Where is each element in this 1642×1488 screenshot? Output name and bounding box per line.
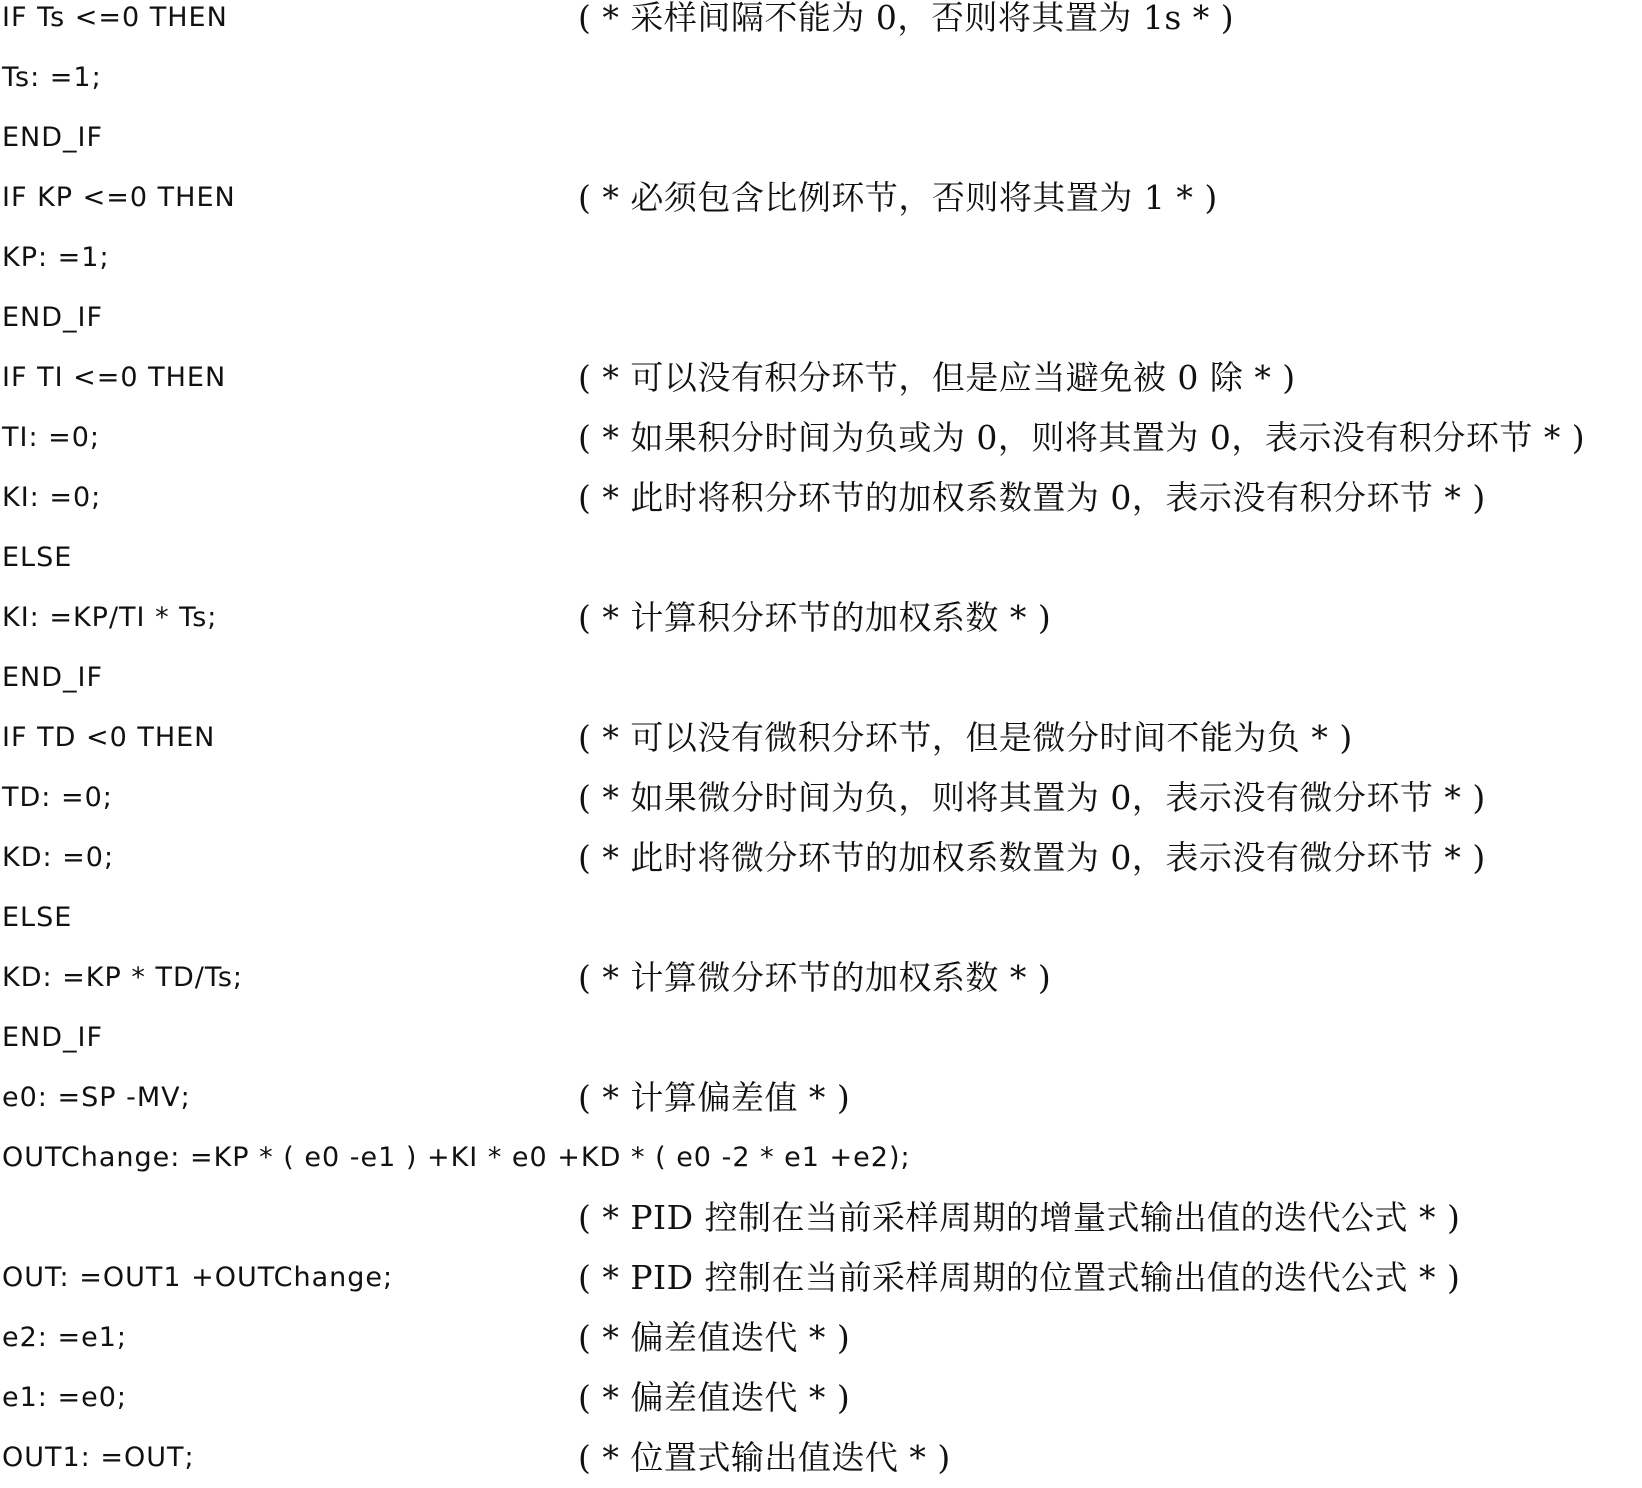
code-line [0,348,1642,408]
code-text: ELSE [2,902,73,933]
code-text: KD: =0; [2,842,115,873]
code-line [0,828,1642,888]
code-line [0,1128,1642,1188]
code-line [0,768,1642,828]
code-comment: ( * 偏差值迭代 * ) [578,1318,851,1357]
code-comment: ( * PID 控制在当前采样周期的增量式输出值的迭代公式 * ) [578,1198,1461,1237]
code-text: TD: =0; [2,782,113,813]
code-comment: ( * 计算偏差值 * ) [578,1078,851,1117]
code-line [0,1008,1642,1068]
code-text: IF Ts <=0 THEN [2,2,228,33]
code-line [0,228,1642,288]
code-line [0,1188,1642,1248]
code-comment: ( * 此时将微分环节的加权系数置为 0，表示没有微分环节 * ) [578,838,1486,877]
code-comment: ( * 偏差值迭代 * ) [578,1378,851,1417]
code-line [0,468,1642,528]
code-comment: ( * 如果积分时间为负或为 0，则将其置为 0，表示没有积分环节 * ) [578,418,1586,457]
code-line [0,948,1642,1008]
code-text: e0: =SP -MV; [2,1082,191,1113]
code-comment: ( * 可以没有微积分环节，但是微分时间不能为负 * ) [578,718,1353,757]
code-text: OUT: =OUT1 +OUTChange; [2,1262,394,1293]
code-text: END_IF [2,1022,104,1053]
code-line [0,0,1642,48]
code-line [0,408,1642,468]
code-line [0,648,1642,708]
code-comment: ( * PID 控制在当前采样周期的位置式输出值的迭代公式 * ) [578,1258,1461,1297]
code-text: KI: =KP/TI * Ts; [2,602,218,633]
code-text: e1: =e0; [2,1382,127,1413]
code-text: END_IF [2,662,104,693]
code-line [0,108,1642,168]
code-text: END_IF [2,302,104,333]
code-line [0,1368,1642,1428]
code-line [0,588,1642,648]
code-line [0,708,1642,768]
code-line [0,288,1642,348]
code-text: OUT1: =OUT; [2,1442,195,1473]
code-line [0,1428,1642,1488]
code-comment: ( * 此时将积分环节的加权系数置为 0，表示没有积分环节 * ) [578,478,1486,517]
code-comment: ( * 如果微分时间为负，则将其置为 0，表示没有微分环节 * ) [578,778,1486,817]
code-line [0,168,1642,228]
code-comment: ( * 计算积分环节的加权系数 * ) [578,598,1052,637]
code-text: OUTChange: =KP * ( e0 -e1 ) +KI * e0 +KD * ( e0 -2 * e1 +e2); [2,1142,911,1173]
code-text: KD: =KP * TD/Ts; [2,962,244,993]
code-text: Ts: =1; [2,62,102,93]
code-comment: ( * 计算微分环节的加权系数 * ) [578,958,1052,997]
code-line [0,1068,1642,1128]
code-line [0,528,1642,588]
code-comment: ( * 可以没有积分环节，但是应当避免被 0 除 * ) [578,358,1296,397]
code-comment: ( * 必须包含比例环节，否则将其置为 1 * ) [578,178,1218,217]
code-text: IF TI <=0 THEN [2,362,227,393]
code-comment: ( * 位置式输出值迭代 * ) [578,1438,951,1477]
code-comment: ( * 采样间隔不能为 0，否则将其置为 1s * ) [578,0,1235,37]
code-text: IF KP <=0 THEN [2,182,236,213]
code-text: KI: =0; [2,482,102,513]
code-text: TI: =0; [2,422,101,453]
code-line [0,1308,1642,1368]
code-line [0,48,1642,108]
code-text: e2: =e1; [2,1322,127,1353]
code-line [0,888,1642,948]
code-text: ELSE [2,542,73,573]
code-text: END_IF [2,122,104,153]
code-line [0,1248,1642,1308]
code-text: KP: =1; [2,242,110,273]
code-text: IF TD <0 THEN [2,722,216,753]
